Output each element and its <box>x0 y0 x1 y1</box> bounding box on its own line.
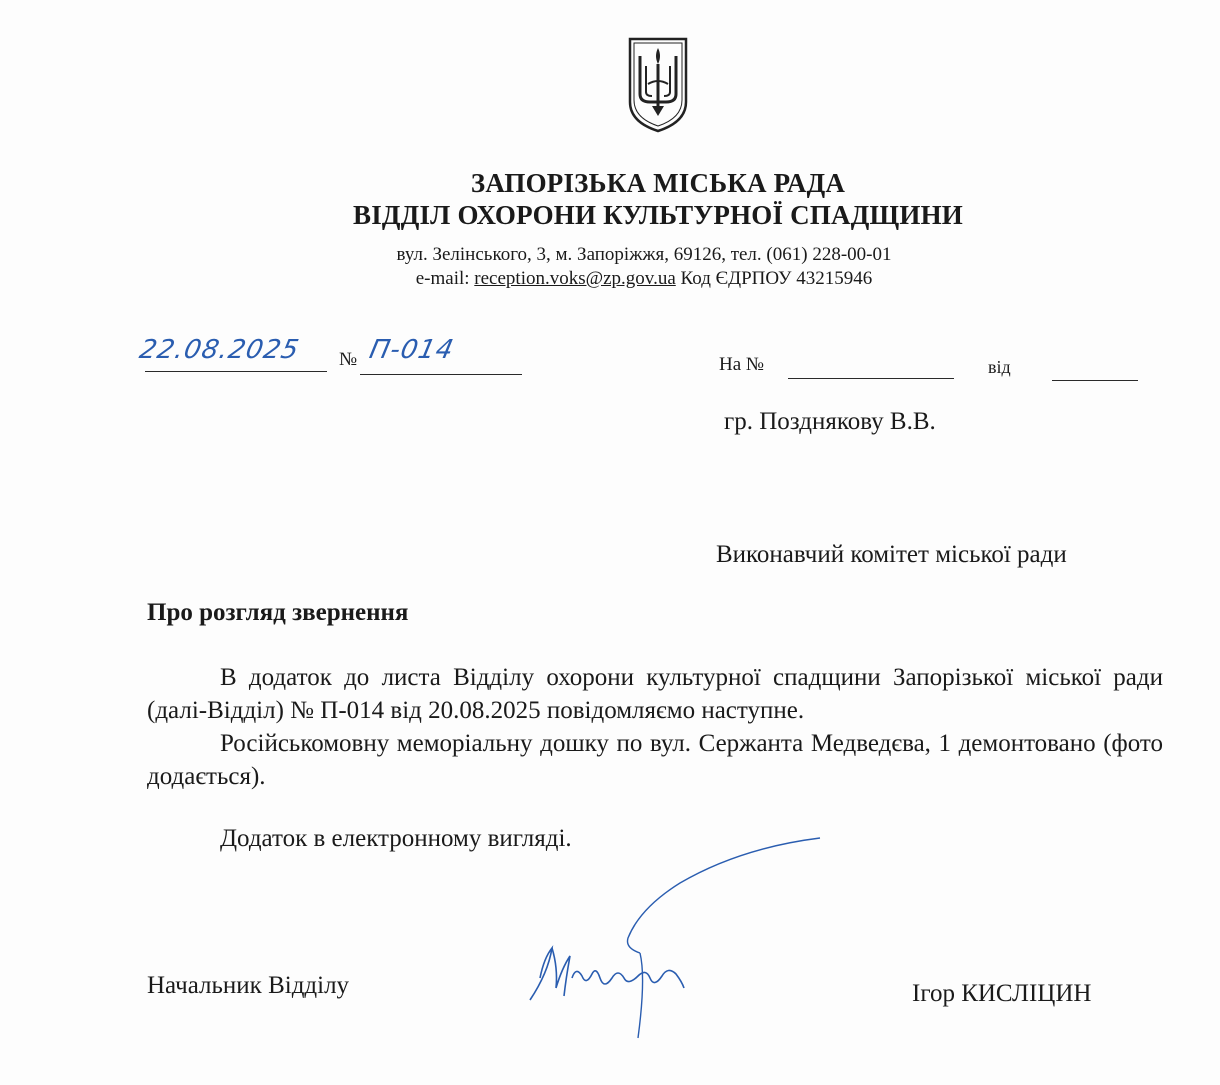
number-label: № <box>339 349 358 370</box>
handwritten-date: 22.08.2025 <box>136 335 303 365</box>
handwritten-number: П-014 <box>366 335 457 365</box>
reference-number-label: На № <box>719 354 765 375</box>
contacts-line <box>0 268 1220 290</box>
date-underline <box>145 371 327 372</box>
edrpou-code: Код ЄДРПОУ 43215946 <box>675 268 873 289</box>
reference-date-label: від <box>988 357 1011 377</box>
email-link[interactable]: reception.voks@zp.gov.ua <box>474 268 676 289</box>
coat-of-arms-trident-icon <box>626 36 690 134</box>
copy-recipient: Виконавчий комітет міської ради <box>716 541 1067 568</box>
number-underline <box>360 374 522 375</box>
address-line: вул. Зелінського, 3, м. Запоріжжя, 69126, тел. (061) 228-00-01 <box>396 244 892 265</box>
body-paragraph: В додаток до листа Відділу охорони культурної спадщини Запорізької міської ради (далі-Відділ) № П-014 від 20.08.2025 повідомляємо наступне. <box>147 664 1163 724</box>
reference-date-line <box>1052 380 1138 381</box>
recipient: гр. Позднякову В.В. <box>724 408 936 435</box>
department-name: ВІДДІЛ ОХОРОНИ КУЛЬТУРНОЇ СПАДЩИНИ <box>353 200 963 230</box>
reference-number-line <box>788 378 954 379</box>
organization-name: ЗАПОРІЗЬКА МІСЬКА РАДА <box>470 168 846 198</box>
signatory-position: Начальник Відділу <box>147 972 350 999</box>
attachment-note: Додаток в електронному вигляді. <box>220 825 572 852</box>
handwritten-signature <box>500 828 830 1048</box>
email-prefix: e-mail: <box>415 268 475 289</box>
signatory-name: Ігор КИСЛІЦИН <box>912 980 1092 1007</box>
body-paragraph: Російськомовну меморіальну дошку по вул. Сержанта Медведєва, 1 демонтовано (фото додається). <box>147 730 1163 790</box>
letter-subject: Про розгляд звернення <box>147 599 409 626</box>
